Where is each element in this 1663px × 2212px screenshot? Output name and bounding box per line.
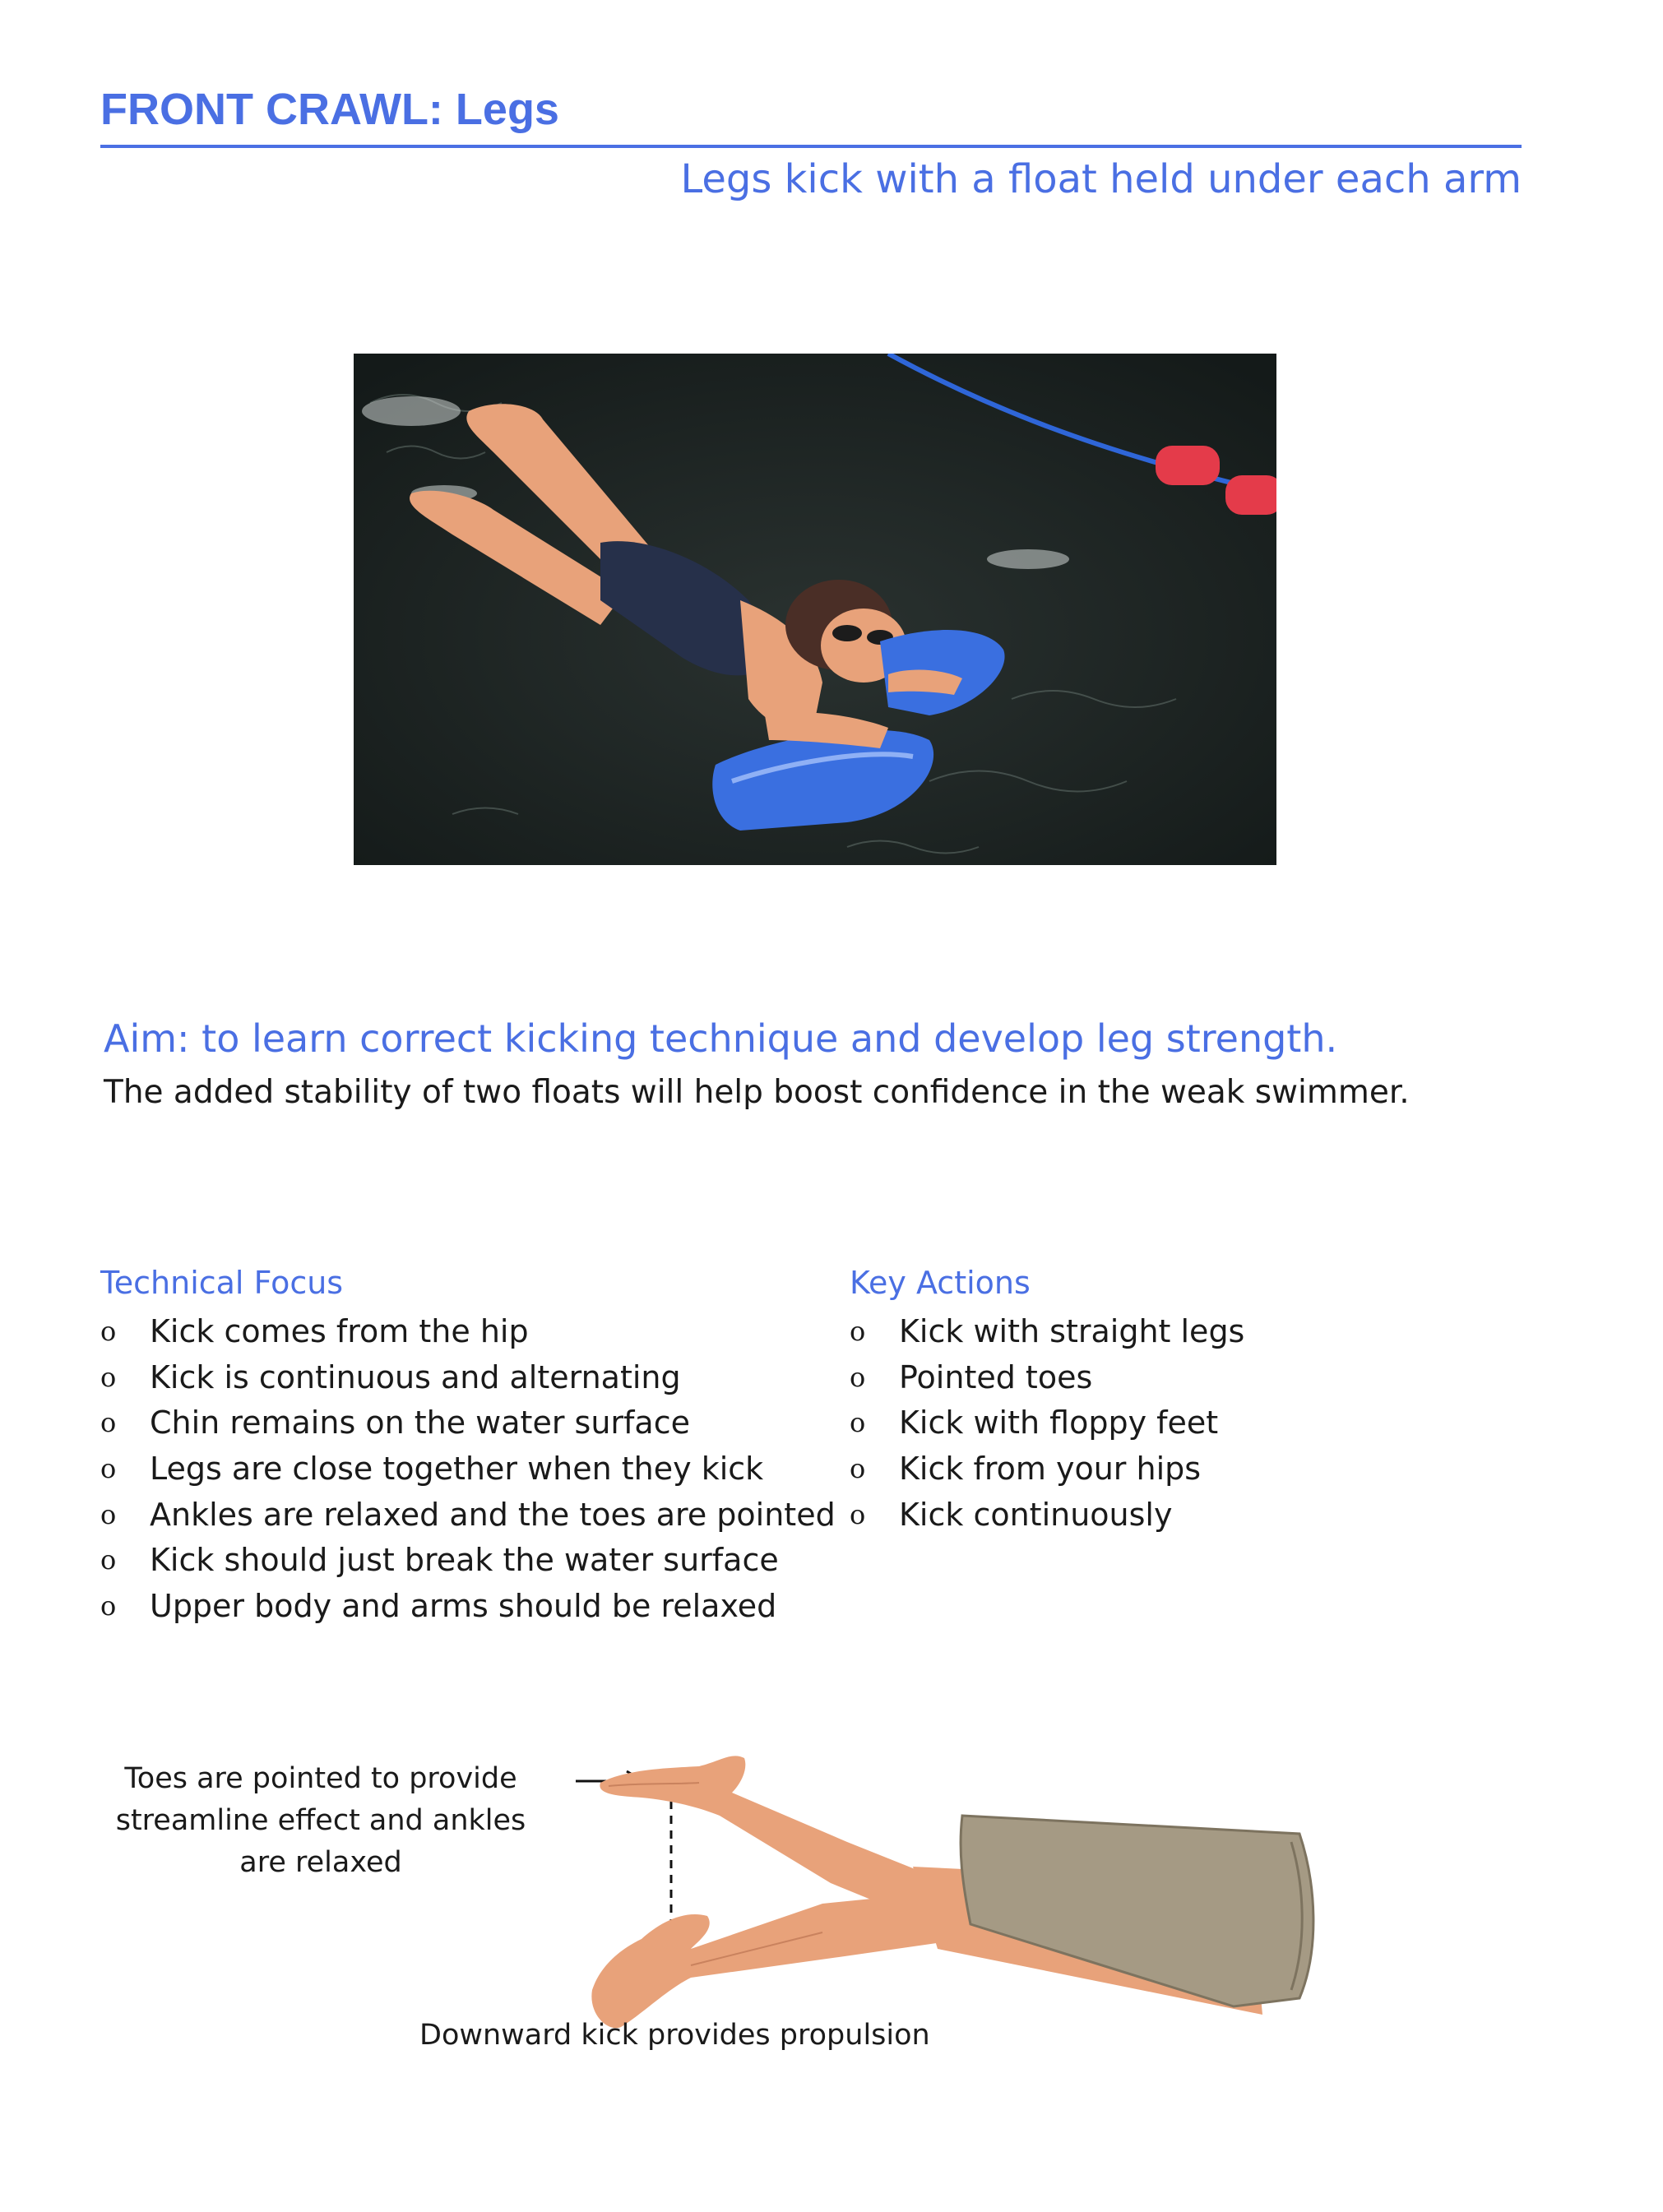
toes-caption: Toes are pointed to provide streamline effect and ankles are relaxed xyxy=(115,1762,526,1879)
list-item-text: Kick with floppy feet xyxy=(899,1404,1219,1442)
list-item-text: Kick from your hips xyxy=(899,1451,1202,1488)
list-item-text: Chin remains on the water surface xyxy=(150,1404,690,1442)
list-item-text: Upper body and arms should be relaxed xyxy=(150,1588,777,1625)
list-item-text: Legs are close together when they kick xyxy=(150,1451,764,1488)
list-item xyxy=(100,1538,836,1584)
bullet-icon: o xyxy=(100,1498,117,1530)
list-item xyxy=(100,1446,836,1492)
bullet-icon: o xyxy=(850,1498,866,1530)
list-item-text: Kick comes from the hip xyxy=(150,1313,529,1349)
technical-focus-heading: Technical Focus xyxy=(100,1265,344,1301)
bullet-icon: o xyxy=(850,1407,866,1439)
aim-text: The added stability of two floats will help boost confidence in the weak swimmer. xyxy=(104,1074,1410,1111)
bullet-icon: o xyxy=(100,1544,117,1576)
bullet-icon: o xyxy=(850,1453,866,1485)
bullet-icon: o xyxy=(100,1590,117,1622)
swimmer-photo xyxy=(354,354,1276,865)
bullet-icon: o xyxy=(850,1316,866,1347)
list-item xyxy=(850,1355,1244,1401)
list-item-text: Kick continuously xyxy=(899,1496,1173,1533)
bullet-icon: o xyxy=(100,1316,117,1347)
key-actions-heading: Key Actions xyxy=(850,1265,1031,1301)
title-rule xyxy=(100,145,1522,148)
list-item xyxy=(850,1492,1244,1539)
list-item xyxy=(850,1309,1244,1355)
bullet-icon: o xyxy=(100,1361,117,1393)
raised-leg xyxy=(600,1756,929,1920)
bullet-icon: o xyxy=(100,1407,117,1439)
aim-heading: Aim: to learn correct kicking technique and develop leg strength. xyxy=(104,1016,1338,1061)
list-item xyxy=(100,1355,836,1401)
list-item-text: Kick is continuous and alternating xyxy=(150,1358,681,1395)
downward-kick-caption: Downward kick provides propulsion xyxy=(419,2019,930,2052)
page-title: FRONT CRAWL: Legs xyxy=(100,85,559,134)
key-actions-list xyxy=(850,1309,1244,1538)
bullet-icon: o xyxy=(100,1453,117,1485)
list-item xyxy=(100,1492,836,1539)
list-item-text: Pointed toes xyxy=(899,1358,1093,1395)
list-item xyxy=(850,1400,1244,1446)
list-item xyxy=(100,1400,836,1446)
list-item xyxy=(850,1446,1244,1492)
bullet-icon: o xyxy=(850,1361,866,1393)
list-item-text: Kick should just break the water surface xyxy=(150,1542,779,1579)
technical-focus-list xyxy=(100,1309,836,1630)
page-subtitle: Legs kick with a float held under each arm xyxy=(680,156,1522,202)
kicking-leg xyxy=(591,1891,954,2028)
list-item-text: Ankles are relaxed and the toes are pointed xyxy=(150,1496,836,1533)
list-item xyxy=(100,1309,836,1355)
list-item xyxy=(100,1584,836,1630)
list-item-text: Kick with straight legs xyxy=(899,1313,1245,1349)
